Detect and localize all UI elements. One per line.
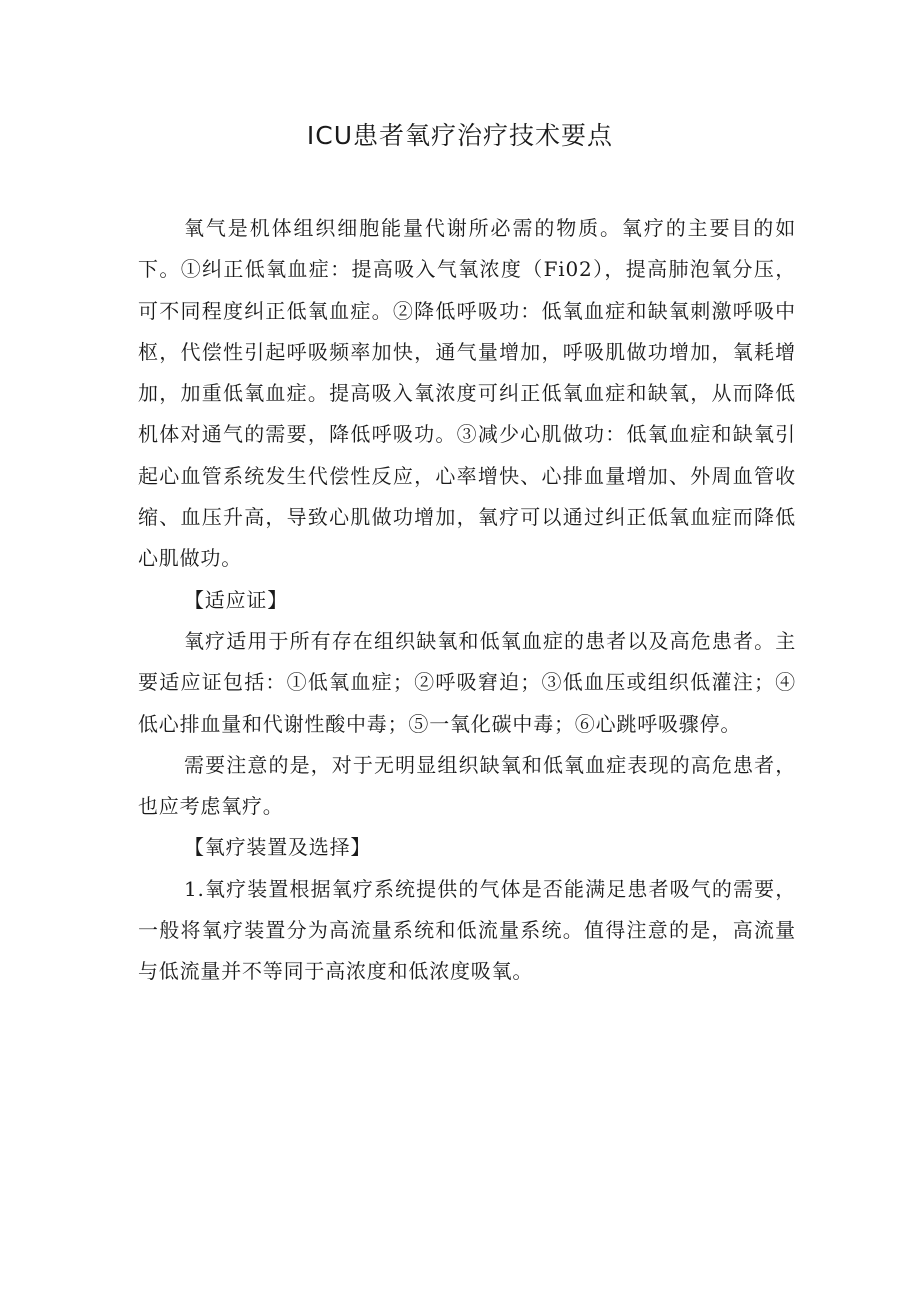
document-body: [138, 208, 796, 993]
paragraph-high-risk-note: 需要注意的是，对于无明显组织缺氧和低氧血症表现的高危患者，也应考虑氧疗。: [138, 752, 796, 819]
document-title: ICU患者氧疗治疗技术要点: [306, 121, 614, 150]
section-heading-devices: 【氧疗装置及选择】: [184, 835, 372, 860]
section-heading-indications: 【适应证】: [184, 587, 288, 612]
paragraph-devices: 1.氧疗装置根据氧疗系统提供的气体是否能满足患者吸气的需要，一般将氧疗装置分为高流量系统和低流量系统。值得注意的是，高流量与低流量并不等同于高浓度和低浓度吸氧。: [138, 876, 796, 984]
paragraph-oxygen-purpose: 氧气是机体组织细胞能量代谢所必需的物质。氧疗的主要目的如下。①纠正低氧血症：提高吸入气氧浓度（Fi02），提高肺泡氧分压，可不同程度纠正低氧血症。②降低呼吸功：低氧血症和缺氧刺激呼吸中枢，代偿性引起呼吸频率加快，通气量增加，呼吸肌做功增加，氧耗增加，加重低氧血症。提高吸入氧浓度可纠正低氧血症和缺氧，从而降低机体对通气的需要，降低呼吸功。③减少心肌做功：低氧血症和缺氧引起心血管系统发生代偿性反应，心率增快、心排血量增加、外周血管收缩、血压升高，导致心肌做功增加，氧疗可以通过纠正低氧血症而降低心肌做功。: [138, 216, 796, 571]
paragraph-indications: 氧疗适用于所有存在组织缺氧和低氧血症的患者以及高危患者。主要适应证包括：①低氧血症；②呼吸窘迫；③低血压或组织低灌注；④低心排血量和代谢性酸中毒；⑤一氧化碳中毒；⑥心跳呼吸骤停。: [138, 628, 796, 736]
